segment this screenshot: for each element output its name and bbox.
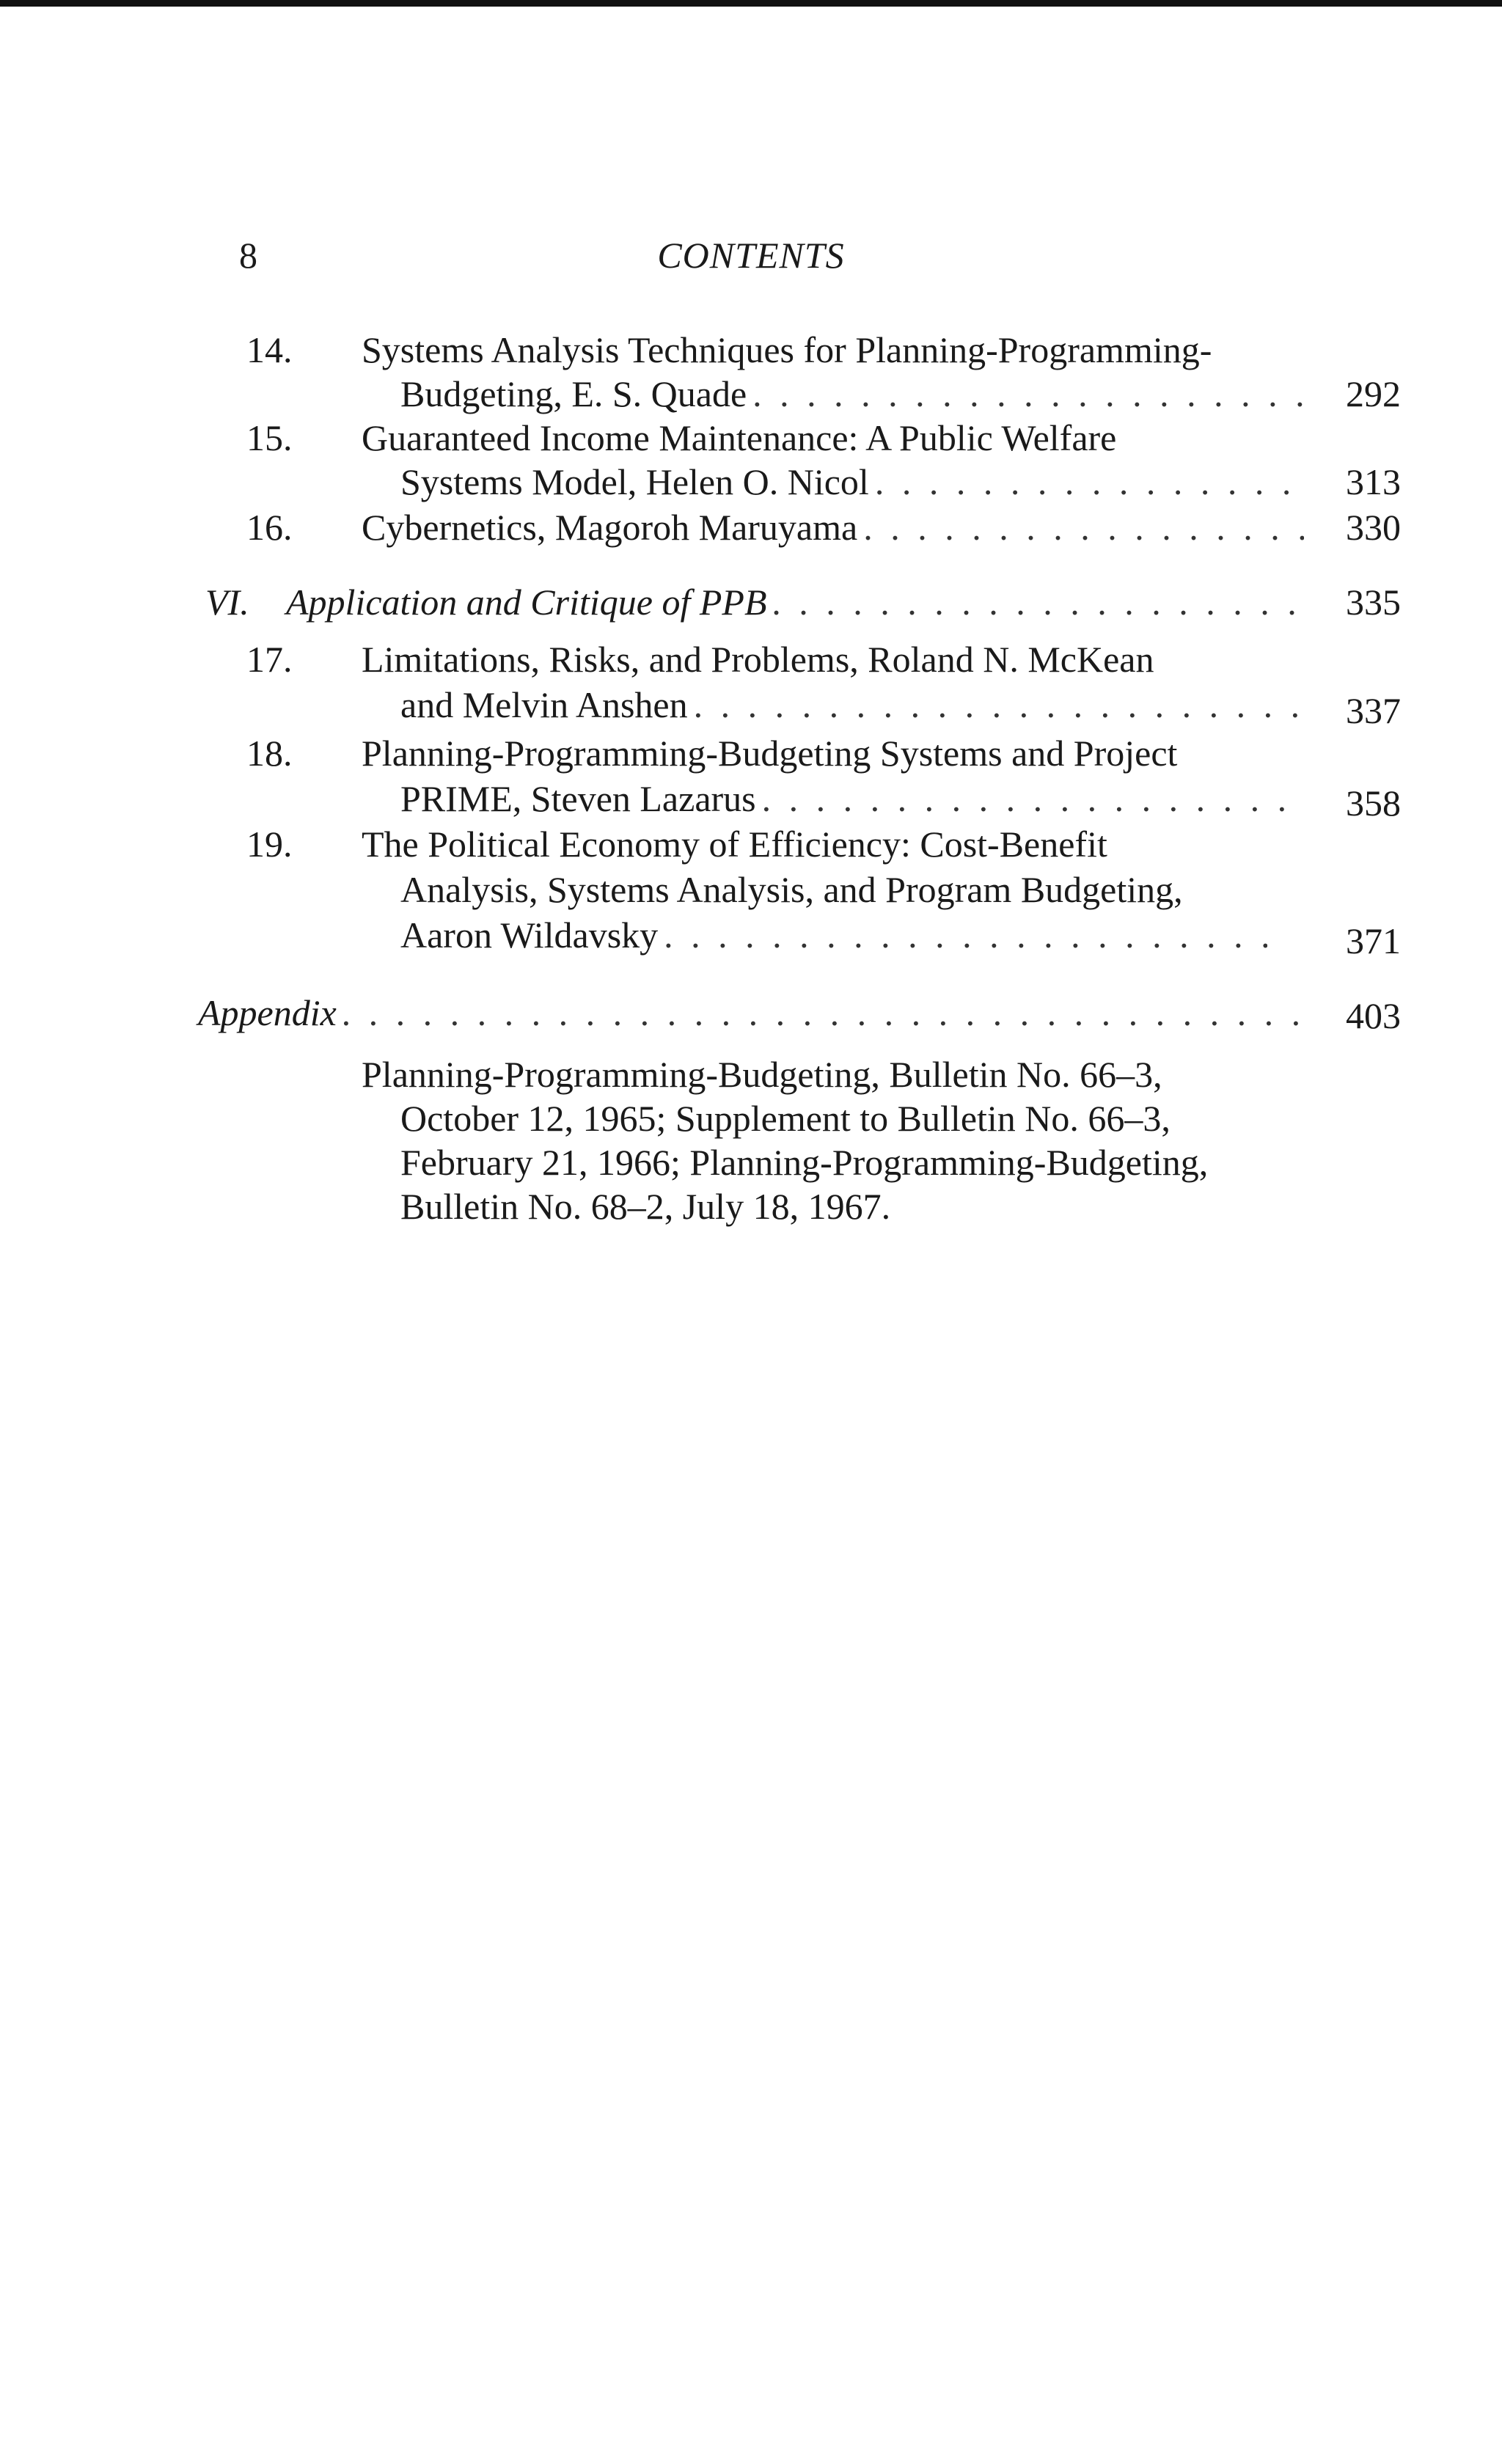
entry-title-leader-line (400, 912, 1273, 958)
entry-title-line: Systems Model, Helen O. Nicol (400, 461, 869, 502)
dot-leader (762, 776, 1304, 821)
entry-title-line: Analysis, Systems Analysis, and Program Budgeting, (400, 869, 1183, 910)
entry-title-leader-line (400, 776, 1310, 821)
entry-title-line: Budgeting, E. S. Quade (400, 373, 747, 414)
entry-page: 330 (1346, 507, 1401, 548)
dot-leader (342, 990, 1304, 1035)
entry-number: 14. (246, 329, 293, 370)
entry-page: 292 (1346, 373, 1401, 414)
entry-title-line: Limitations, Risks, and Problems, Roland N. McKean (362, 639, 1154, 680)
entry-title-line: PRIME, Steven Lazarus (400, 778, 756, 819)
dot-leader (863, 505, 1304, 550)
entry-title-leader-line (400, 371, 1310, 417)
part-number: VI. (205, 582, 249, 623)
entry-number: 15. (246, 417, 293, 458)
dot-leader (773, 579, 1305, 625)
scan-edge (0, 0, 1502, 7)
dot-leader (752, 371, 1304, 417)
running-head: CONTENTS (657, 235, 845, 276)
entry-title-leader-line (400, 682, 1310, 727)
entry-number: 18. (246, 733, 293, 774)
appendix-description-line: October 12, 1965; Supplement to Bulletin No. 66–3, (400, 1098, 1171, 1139)
entry-number: 17. (246, 639, 293, 680)
entry-page: 371 (1346, 920, 1401, 961)
entry-title-line: Aaron Wildavsky (400, 914, 659, 956)
entry-number: 16. (246, 507, 293, 548)
entry-number: 19. (246, 824, 293, 865)
entry-title-line: Planning-Programming-Budgeting Systems and Project (362, 733, 1178, 774)
entry-page: 337 (1346, 690, 1401, 731)
appendix-description-line: Bulletin No. 68–2, July 18, 1967. (400, 1186, 891, 1227)
dot-leader (664, 912, 1267, 958)
entry-page: 358 (1346, 782, 1401, 824)
part-title: Application and Critique of PPB (286, 582, 767, 623)
entry-title-line: Systems Analysis Techniques for Planning-Programming- (362, 329, 1212, 370)
appendix-title: Appendix (198, 992, 337, 1033)
page-number: 8 (239, 235, 257, 276)
appendix-title-leader-line (198, 990, 1310, 1035)
entry-title-leader-line (400, 459, 1310, 505)
appendix-page: 403 (1346, 995, 1401, 1036)
appendix-description-line: February 21, 1966; Planning-Programming-Budgeting, (400, 1142, 1209, 1183)
entry-title-line: Guaranteed Income Maintenance: A Public Welfare (362, 417, 1117, 458)
entry-page: 313 (1346, 461, 1401, 502)
dot-leader (694, 682, 1304, 727)
entry-title-line: and Melvin Anshen (400, 684, 688, 725)
part-title-leader-line (286, 579, 1310, 625)
entry-title-leader-line (362, 505, 1310, 550)
appendix-description-line: Planning-Programming-Budgeting, Bulletin No. 66–3, (362, 1054, 1162, 1095)
part-page: 335 (1346, 582, 1401, 623)
entry-title-line: Cybernetics, Magoroh Maruyama (362, 507, 858, 548)
entry-title-line: The Political Economy of Efficiency: Cost-Benefit (362, 824, 1107, 865)
dot-leader (875, 459, 1304, 505)
